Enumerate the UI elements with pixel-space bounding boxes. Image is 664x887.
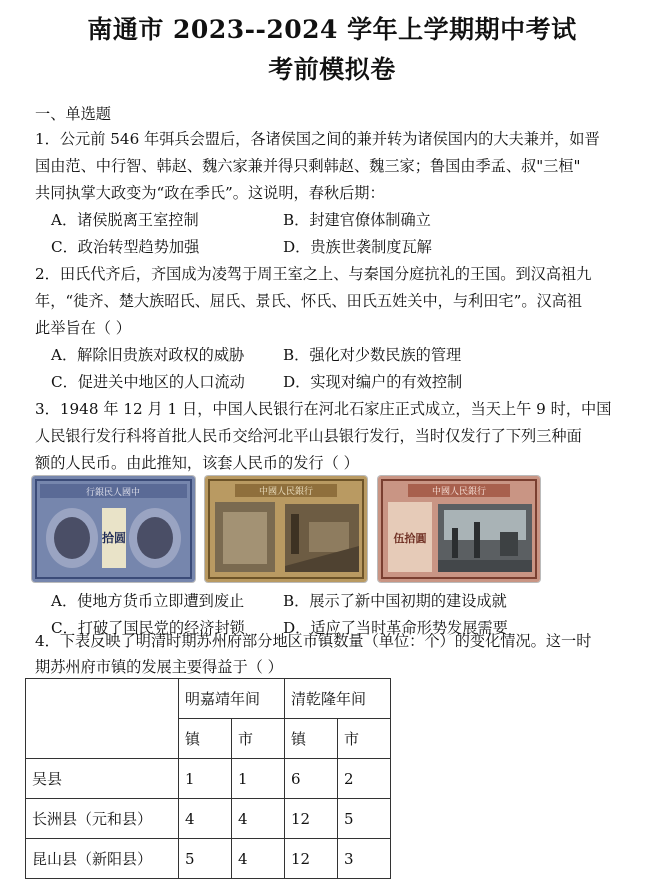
q3-option-a[interactable]: A．使地方货币立即遭到废止 (51, 592, 245, 610)
q2-line: 此举旨在（ ） (35, 319, 131, 337)
banknote-image (378, 476, 540, 582)
exam-subtitle: 考前模拟卷 (268, 55, 396, 84)
q3-option-b[interactable]: B．展示了新中国初期的建设成就 (283, 592, 507, 610)
table-cell: 3 (338, 839, 391, 879)
q2-line: 年，“徙齐、楚大族昭氏、屈氏、景氏、怀氏、田氏五姓关中，与利田宅”。汉高祖 (35, 292, 583, 310)
q3-line: 人民银行发行科将首批人民币交给河北平山县银行发行，当时仅发行了下列三种面 (35, 427, 582, 445)
q3-option-c[interactable]: C．打破了国民党的经济封锁 (51, 619, 245, 637)
q4-line: 4．下表反映了明清时期苏州府部分地区市镇数量（单位：个）的变化情况。这一时 (35, 632, 592, 650)
table-subheader: 镇 (179, 719, 232, 759)
table-region-cell: 长洲县（元和县） (26, 799, 179, 839)
table-cell: 5 (179, 839, 232, 879)
table-subheader: 市 (338, 719, 391, 759)
q3-line: 额的人民币。由此推知，该套人民币的发行（ ） (35, 454, 359, 472)
table-cell: 1 (179, 759, 232, 799)
table-cell: 4 (232, 799, 285, 839)
table-corner-cell (26, 679, 179, 759)
q1-option-a[interactable]: A．诸侯脱离王室控制 (51, 211, 199, 229)
banknote-image (205, 476, 367, 582)
q2-line: 2．田氏代齐后，齐国成为凌驾于周王室之上、与秦国分庭抗礼的王国。到汉高祖九 (35, 265, 592, 283)
q4-line: 期苏州府市镇的发展主要得益于（ ） (35, 658, 283, 676)
section-heading: 一、单选题 (35, 105, 111, 123)
q2-option-a[interactable]: A．解除旧贵族对政权的威胁 (51, 346, 245, 364)
table-cell: 4 (232, 839, 285, 879)
table-period-header: 清乾隆年间 (285, 679, 391, 719)
banknote-header: 中國人民銀行 (431, 487, 487, 497)
table-cell: 12 (285, 839, 338, 879)
q2-option-d[interactable]: D．实现对编户的有效控制 (283, 373, 463, 391)
table-cell: 2 (338, 759, 391, 799)
banknote-header: 行銀民人國中 (85, 488, 141, 498)
table-region-cell: 吴县 (26, 759, 179, 799)
q3-line: 3．1948 年 12 月 1 日，中国人民银行在河北石家庄正式成立，当天上午 9 时，中国 (35, 400, 612, 418)
banknote-header: 中國人民銀行 (258, 487, 314, 497)
banknote-image (32, 476, 195, 582)
banknote-denomination: 拾圆 (101, 531, 127, 545)
table-subheader: 市 (232, 719, 285, 759)
table-row (26, 799, 391, 839)
q1-option-b[interactable]: B．封建官僚体制确立 (283, 211, 431, 229)
q2-option-b[interactable]: B．强化对少数民族的管理 (283, 346, 462, 364)
table-cell: 12 (285, 799, 338, 839)
table-cell: 6 (285, 759, 338, 799)
q1-option-c[interactable]: C．政治转型趋势加强 (51, 238, 200, 256)
table-row (26, 839, 391, 879)
banknote-denomination: 伍拾圓 (393, 532, 427, 545)
table-header-row (26, 679, 391, 719)
exam-title: 南通市 2023--2024 学年上学期期中考试 (87, 15, 577, 44)
table-cell: 4 (179, 799, 232, 839)
table-subheader: 镇 (285, 719, 338, 759)
table-cell: 1 (232, 759, 285, 799)
q1-line: 共同执掌大政变为“政在季氏”。这说明，春秋后期： (35, 184, 385, 202)
q1-line: 国由范、中行智、韩赵、魏六家兼并得只剩韩赵、魏三家；鲁国由季孟、叔"三桓" (35, 157, 581, 175)
table-region-cell: 昆山县（新阳县） (26, 839, 179, 879)
q3-option-d[interactable]: D．适应了当时革命形势发展需要 (283, 619, 508, 637)
table-period-header: 明嘉靖年间 (179, 679, 285, 719)
q1-line: 1．公元前 546 年弭兵会盟后，各诸侯国之间的兼并转为诸侯国内的大夫兼并，如晋 (35, 130, 600, 148)
table-cell: 5 (338, 799, 391, 839)
q2-option-c[interactable]: C．促进关中地区的人口流动 (51, 373, 245, 391)
table-row (26, 759, 391, 799)
town-count-table (25, 678, 391, 879)
q1-option-d[interactable]: D．贵族世袭制度瓦解 (283, 238, 432, 256)
